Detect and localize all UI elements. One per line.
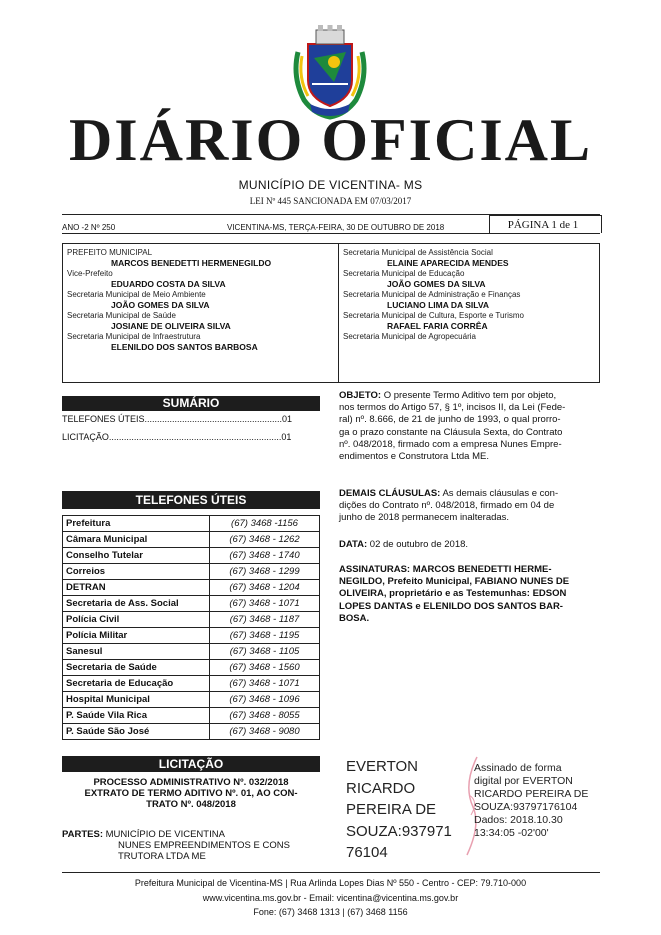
sumario-item-telefones[interactable]: TELEFONES ÚTEIS.......................................................01 bbox=[62, 414, 293, 424]
official-role: Secretaria Municipal de Assistência Social bbox=[343, 248, 493, 257]
assinaturas-paragraph bbox=[339, 564, 600, 625]
objeto-paragraph bbox=[339, 390, 600, 463]
masthead-title: DIÁRIO OFICIAL bbox=[68, 107, 593, 173]
table-row bbox=[63, 708, 320, 724]
phone-number: (67) 3468 -1156 bbox=[210, 516, 320, 532]
sumario-heading: SUMÁRIO bbox=[62, 396, 320, 411]
partes-line-2: NUNES EMPREENDIMENTOS E CONS bbox=[118, 840, 290, 851]
phone-entity: Sanesul bbox=[63, 644, 210, 660]
objeto-line: nº. 048/2018, firmado com a empresa Nunes Empre- bbox=[339, 438, 562, 450]
phone-entity: DETRAN bbox=[63, 580, 210, 596]
edition-number: ANO -2 Nº 250 bbox=[62, 223, 116, 232]
phone-entity: Secretaria de Educação bbox=[63, 676, 210, 692]
signature-info-line: SOUZA:93797176104 bbox=[474, 801, 578, 813]
officials-right-column bbox=[343, 248, 524, 342]
demais-line: junho de 2018 permanecem inalteradas. bbox=[339, 512, 510, 524]
objeto-line: O presente Termo Aditivo tem por objeto, bbox=[383, 390, 557, 401]
signature-name-line: EVERTON bbox=[346, 758, 418, 775]
official-name: RAFAEL FARIA CORRÊA bbox=[387, 321, 488, 331]
table-row bbox=[63, 532, 320, 548]
assinaturas-line: LOPES DANTAS e ELENILDO DOS SANTOS BAR- bbox=[339, 600, 563, 612]
partes-line-1: MUNICÍPIO DE VICENTINA bbox=[105, 829, 225, 840]
phone-entity: Secretaria de Ass. Social bbox=[63, 596, 210, 612]
phone-number: (67) 3468 - 1105 bbox=[210, 644, 320, 660]
table-row bbox=[63, 676, 320, 692]
phone-number: (67) 3468 - 1299 bbox=[210, 564, 320, 580]
table-row bbox=[63, 580, 320, 596]
table-row bbox=[63, 564, 320, 580]
table-row bbox=[63, 660, 320, 676]
phone-entity: Câmara Municipal bbox=[63, 532, 210, 548]
official-role: Secretaria Municipal de Educação bbox=[343, 269, 465, 278]
official-name: LUCIANO LIMA DA SILVA bbox=[387, 300, 489, 310]
municipal-crest-icon bbox=[290, 22, 370, 120]
signature-info-line: digital por EVERTON bbox=[474, 775, 573, 787]
official-name: ELAINE APARECIDA MENDES bbox=[387, 258, 509, 268]
signature-name-line: PEREIRA DE bbox=[346, 801, 437, 818]
phone-entity: Polícia Militar bbox=[63, 628, 210, 644]
signature-name-line: 76104 bbox=[346, 844, 388, 861]
licitacao-process bbox=[62, 777, 320, 810]
phone-number: (67) 3468 - 1195 bbox=[210, 628, 320, 644]
signature-info-line: RICARDO PEREIRA DE bbox=[474, 788, 589, 800]
municipality-name: MUNICÍPIO DE VICENTINA- MS bbox=[238, 178, 423, 192]
phone-entity: Polícia Civil bbox=[63, 612, 210, 628]
signature-name-line: SOUZA:937971 bbox=[346, 822, 452, 840]
objeto-line: nos termos do Artigo 57, § 1º, incisos II, da Lei (Fede- bbox=[339, 402, 566, 414]
objeto-line: ral) nº. 8.666, de 21 de junho de 1993, o qual prorro- bbox=[339, 414, 561, 426]
phone-number: (67) 3468 - 1071 bbox=[210, 596, 320, 612]
table-row bbox=[63, 596, 320, 612]
official-name: JOÃO GOMES DA SILVA bbox=[111, 300, 210, 310]
table-row bbox=[63, 692, 320, 708]
objeto-label: OBJETO: bbox=[339, 390, 382, 401]
extrato-line-2: TRATO Nº. 048/2018 bbox=[146, 799, 236, 810]
official-role: Secretaria Municipal de Cultura, Esporte e Turismo bbox=[343, 311, 524, 320]
official-name: JOÃO GOMES DA SILVA bbox=[387, 279, 486, 289]
phone-number: (67) 3468 - 1740 bbox=[210, 548, 320, 564]
official-name: EDUARDO COSTA DA SILVA bbox=[111, 279, 226, 289]
phone-number: (67) 3468 - 1071 bbox=[210, 676, 320, 692]
assinaturas-line: BOSA. bbox=[339, 612, 370, 624]
table-row bbox=[63, 516, 320, 532]
licitacao-heading: LICITAÇÃO bbox=[62, 756, 320, 772]
objeto-line: endimentos e Construtora Ltda ME. bbox=[339, 451, 489, 463]
official-role: Secretaria Municipal de Administração e Finanças bbox=[343, 290, 521, 299]
edition-place-date: VICENTINA-MS, TERÇA-FEIRA, 30 DE OUTUBRO DE 2018 bbox=[227, 223, 445, 232]
phone-number: (67) 3468 - 9080 bbox=[210, 724, 320, 740]
table-row bbox=[63, 644, 320, 660]
table-row bbox=[63, 628, 320, 644]
demais-line: As demais cláusulas e con- bbox=[442, 488, 559, 499]
phone-entity: Hospital Municipal bbox=[63, 692, 210, 708]
assinaturas-line: NEGILDO, Prefeito Municipal, FABIANO NUNES DE bbox=[339, 576, 570, 588]
phone-entity: Correios bbox=[63, 564, 210, 580]
objeto-line: ga o prazo constante na Cláusula Sexta, do Contrato bbox=[339, 426, 563, 438]
official-role: Secretaria Municipal de Meio Ambiente bbox=[67, 290, 206, 299]
officials-box bbox=[62, 243, 600, 383]
phone-number: (67) 3468 - 1204 bbox=[210, 580, 320, 596]
signature-name-line: RICARDO bbox=[346, 779, 416, 797]
digital-signature-name bbox=[346, 756, 470, 864]
phone-entity: Conselho Tutelar bbox=[63, 548, 210, 564]
table-row bbox=[63, 548, 320, 564]
partes-label: PARTES: bbox=[62, 829, 103, 840]
footer-web-email[interactable]: www.vicentina.ms.gov.br - Email: vicentina@vicentina.ms.gov.br bbox=[202, 893, 459, 903]
masthead-rule-bottom bbox=[62, 233, 600, 234]
table-row bbox=[63, 612, 320, 628]
official-role: Secretaria Municipal de Infraestrutura bbox=[67, 332, 201, 341]
digital-signature-info bbox=[474, 762, 606, 840]
footer-rule bbox=[62, 872, 600, 873]
footer-address: Prefeitura Municipal de Vicentina-MS | Rua Arlinda Lopes Dias Nº 550 - Centro - CEP: 79.710-000 bbox=[134, 878, 527, 888]
official-role: Secretaria Municipal de Agropecuária bbox=[343, 332, 476, 341]
official-name: MARCOS BENEDETTI HERMENEGILDO bbox=[111, 258, 272, 268]
phone-entity: Prefeitura bbox=[63, 516, 210, 532]
partes-block bbox=[62, 829, 320, 862]
signature-info-line: Assinado de forma bbox=[474, 762, 562, 774]
phone-entity: Secretaria de Saúde bbox=[63, 660, 210, 676]
footer-phones: Fone: (67) 3468 1313 | (67) 3468 1156 bbox=[253, 907, 408, 917]
phone-number: (67) 3468 - 1560 bbox=[210, 660, 320, 676]
page-indicator: PÁGINA 1 de 1 bbox=[507, 219, 579, 231]
phone-number: (67) 3468 - 1096 bbox=[210, 692, 320, 708]
phone-number: (67) 3468 - 1262 bbox=[210, 532, 320, 548]
sumario-item-licitacao[interactable]: LICITAÇÃO.....................................................................01 bbox=[62, 432, 292, 442]
official-role: Vice-Prefeito bbox=[67, 269, 113, 278]
table-row bbox=[63, 724, 320, 740]
official-name: JOSIANE DE OLIVEIRA SILVA bbox=[111, 321, 231, 331]
demais-clausulas-paragraph bbox=[339, 488, 600, 525]
phone-entity: P. Saúde São José bbox=[63, 724, 210, 740]
extrato-line: EXTRATO DE TERMO ADITIVO Nº. 01, AO CON- bbox=[84, 788, 298, 799]
demais-label: DEMAIS CLÁUSULAS: bbox=[339, 488, 441, 499]
signature-info-line: 13:34:05 -02'00' bbox=[474, 827, 549, 839]
phone-entity: P. Saúde Vila Rica bbox=[63, 708, 210, 724]
demais-line: dições do Contrato nº. 048/2018, firmado em 04 de bbox=[339, 500, 555, 512]
data-label: DATA: bbox=[339, 539, 368, 550]
partes-line-3: TRUTORA LTDA ME bbox=[118, 851, 206, 862]
data-paragraph bbox=[339, 539, 600, 551]
phone-number: (67) 3468 - 1187 bbox=[210, 612, 320, 628]
processo-line: PROCESSO ADMINISTRATIVO Nº. 032/2018 bbox=[93, 777, 289, 788]
official-role: Secretaria Municipal de Saúde bbox=[67, 311, 176, 320]
signature-info-line: Dados: 2018.10.30 bbox=[474, 814, 563, 826]
officials-left-column bbox=[67, 248, 271, 353]
official-role: PREFEITO MUNICIPAL bbox=[67, 248, 153, 257]
telefones-heading: TELEFONES ÚTEIS bbox=[62, 491, 320, 509]
assinaturas-line: ASSINATURAS: MARCOS BENEDETTI HERME- bbox=[339, 564, 552, 575]
telefones-table bbox=[62, 515, 320, 740]
law-reference: LEI Nº 445 SANCIONADA EM 07/03/2017 bbox=[249, 196, 412, 206]
assinaturas-line: OLIVEIRA, proprietário e as Testemunhas: EDSON bbox=[339, 588, 567, 600]
official-name: ELENILDO DOS SANTOS BARBOSA bbox=[111, 342, 258, 352]
data-text: 02 de outubro de 2018. bbox=[369, 539, 469, 550]
phone-number: (67) 3468 - 8055 bbox=[210, 708, 320, 724]
officials-divider bbox=[338, 243, 339, 383]
